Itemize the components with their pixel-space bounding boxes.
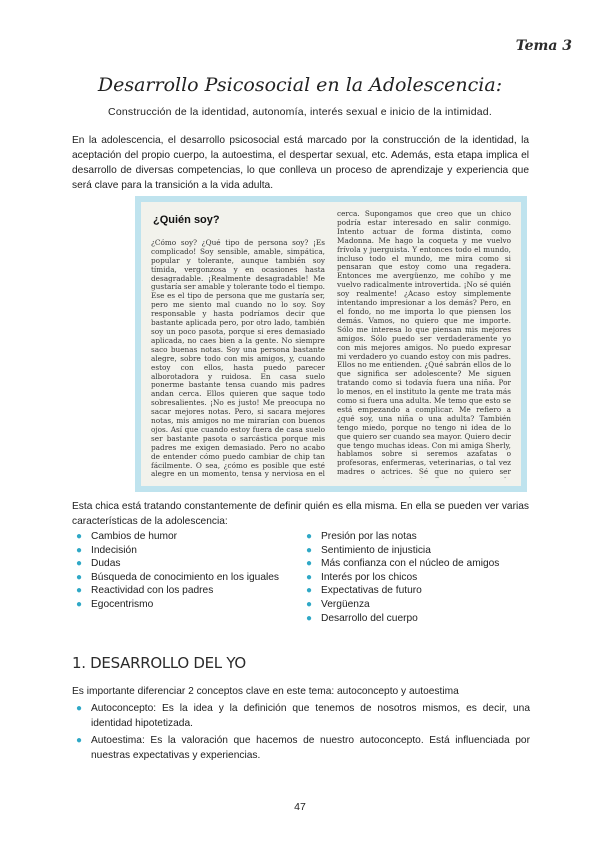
figure-text-right: cerca. Supongamos que creo que un chico podría estar interesado en salir conmigo. Intento actuar de forma distinta, como Madonna. Me hago la coqueta y me vuelvo frívola y juerguista. Y entonces todo el mundo, incluso todo el mundo, me mira como si pensaran que estoy como una regadera. Entonces me avergüenzo, me cohíbo y me vuelvo radicalmente introvertida. ¡No sé quién soy realmente! ¿Acaso estoy simplemente intentando impresionar a los demás? Pero, en el fondo, no me importa lo que piensen los demás. Vamos, no quiero que me importe. Sólo me interesa lo que piensan mis mejores amigos. Sólo puedo ser verdaderamente yo con mis mejores amigos. No puedo expresar mi verdadero yo cuando estoy con mis padres. Ellos no me entienden. ¿Qué sabrán ellos de lo que significa ser adolescente? Me siguen tratando como si todavía fuera una niña. Por lo menos, en el instituto la gente me trata más como si fuera una adulta. Me temo que esto se está empezando a complicar. Me refiero a ¿qué soy, una niña o una adulta? También tengo miedo, porque no tengo ni idea de lo que quiero ser cuando sea mayor. Quiero decir que tengo muchas ideas. Con mi amiga Sherly, hablamos sobre si seremos azafatas o profesoras, enfermeras, veterinarias, o tal vez madres o actrices. Sé que no quiero ser: [337, 210, 511, 477]
list-item: ● Interés por los chicos: [306, 571, 418, 583]
quote-figure: [135, 196, 527, 492]
bullet-icon: ●: [306, 544, 313, 556]
page-number: 47: [294, 801, 306, 813]
definition-list: [74, 701, 530, 765]
page-title: Desarrollo Psicosocial en la Adolescencia:: [97, 74, 503, 96]
list-item: ● Sentimiento de injusticia: [306, 544, 431, 556]
feature-lists: [74, 531, 534, 626]
figure-heading: ¿Quién soy?: [153, 214, 220, 226]
list-item: ● Presión por las notas: [306, 531, 417, 542]
definition-item: ● Autoconcepto: Es la idea y la definición que tenemos de nosotros mismos, es decir, una identidad hipotetizada.: [76, 703, 530, 729]
section-intro: Es importante diferenciar 2 conceptos clave en este tema: autoconcepto y autoestima: [72, 686, 459, 697]
bullet-icon: ●: [76, 703, 83, 714]
page-subtitle: Construcción de la identidad, autonomía, interés sexual e inicio de la intimidad.: [108, 106, 492, 118]
list-item: ● Más confianza con el núcleo de amigos: [306, 558, 500, 570]
list-item: ● Búsqueda de conocimiento en los iguales: [76, 571, 280, 583]
bullet-icon: ●: [306, 558, 313, 570]
bullet-icon: ●: [76, 571, 83, 583]
bullet-icon: ●: [76, 598, 83, 610]
bullet-icon: ●: [76, 544, 83, 556]
section-heading: 1. DESARROLLO DEL YO: [72, 654, 246, 672]
bullet-icon: ●: [306, 612, 313, 624]
list-item: ● Egocentrismo: [76, 598, 154, 610]
bullet-icon: ●: [76, 735, 83, 746]
bullet-icon: ●: [76, 558, 83, 570]
list-item: ● Expectativas de futuro: [306, 585, 422, 597]
definition-item: ● Autoestima: Es la valoración que hacemos de nuestro autoconcepto. Está influenciada por nuestras expectativas y experiencias.: [76, 735, 530, 761]
list-item: ● Vergüenza: [306, 598, 370, 610]
bullet-icon: ●: [76, 585, 83, 597]
bullet-icon: ●: [306, 571, 313, 583]
topic-label: Tema 3: [515, 38, 572, 54]
bullet-icon: ●: [306, 585, 313, 597]
list-item: ● Cambios de humor: [76, 531, 178, 542]
feature-list-right: [304, 531, 534, 626]
intro-paragraph: En la adolescencia, el desarrollo psicosocial está marcado por la construcción de la identidad, la aceptación del propio cuerpo, la autoestima, el despertar sexual, etc. Además, esta etapa implica el desarrollo de diversas competencias, lo que conlleva un proceso de aprendizaje y experiencia que será clave para la transición a la vida adulta.: [72, 135, 529, 191]
feature-list-left: [74, 531, 304, 626]
list-item: ● Indecisión: [76, 544, 137, 556]
figure-column-left: [151, 210, 325, 478]
bullet-icon: ●: [76, 531, 83, 542]
bullet-icon: ●: [306, 598, 313, 610]
list-item: ● Desarrollo del cuerpo: [306, 612, 418, 624]
bullet-icon: ●: [306, 531, 313, 542]
figure-column-right: [337, 210, 511, 478]
list-item: ● Dudas: [76, 558, 121, 570]
list-item: ● Reactividad con los padres: [76, 585, 214, 597]
figure-text-left: ¿Cómo soy? ¿Qué tipo de persona soy? ¡Es complicado! Soy sensible, amable, simpática, popular y tolerante, aunque también soy tímida, vergonzosa y en ocasiones hasta desagradable. ¡Realmente desagradable! Me gustaría ser amable y tolerante todo el tiempo. Ese es el tipo de persona que me gustaría ser, pero me siento mal cuando no lo soy. Soy responsable y hasta podríamos decir que bastante aplicada pero, por otro lado, también soy un poco pasota, porque si eres demasiado aplicada, no caes bien a la gente. No siempre saco buenas notas. Soy una persona bastante alegre, sobre todo con mis amigos, y, cuando estoy con ellos, hasta puedo parecer alborotadora y ruidosa. En casa suelo ponerme bastante tensa cuando mis padres andan cerca. Ellos quieren que saque todo sobresalientes. ¡No es justo! Me preocupa no sacar mejores notas. Pero, si sacara mejores notas, mis amigos no me mirarían con buenos ojos. Así que cuando estoy fuera de casa suelo ser bastante pasota o sarcástica porque mis padres me exigen demasiado. Pero no acabo de entender cómo puedo cambiar de chip tan fácilmente. O sea, ¿cómo es posible que esté alegre en un momento, tensa y nerviosa en el: [151, 237, 325, 478]
lead-paragraph: Esta chica está tratando constantemente de definir quién es ella misma. En ella se pueden ver varias características de la adolescencia:: [72, 501, 529, 527]
